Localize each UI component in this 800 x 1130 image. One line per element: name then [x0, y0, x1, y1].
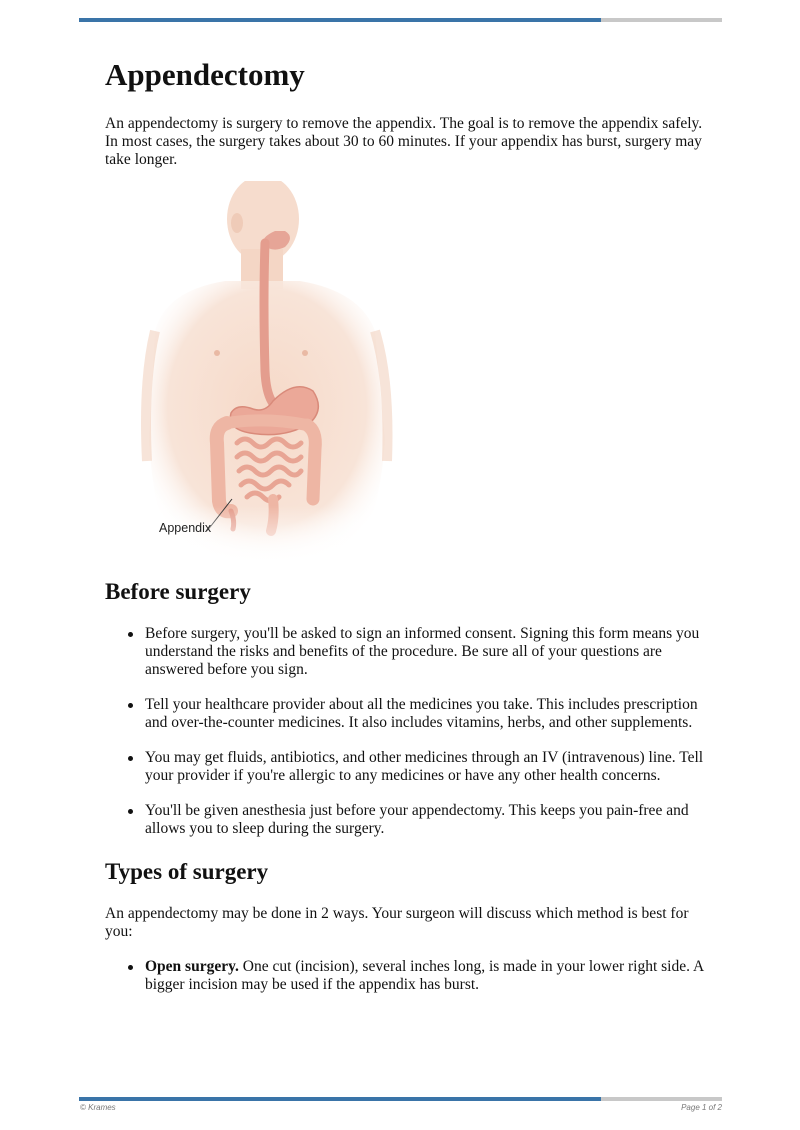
- list-item: Tell your healthcare provider about all the medicines you take. This includes prescription and over-the-counter medicines. It also includes vitamins, herbs, and other supplements.: [105, 696, 705, 732]
- digestive-system-drawing: [135, 181, 405, 563]
- bottom-accent-bar: [79, 1097, 722, 1101]
- term-open-surgery: Open surgery.: [145, 958, 239, 975]
- list-item: You'll be given anesthesia just before your appendectomy. This keeps you pain-free and allows you to sleep during the surgery.: [105, 802, 705, 838]
- before-surgery-list: [105, 625, 705, 838]
- list-item: [105, 958, 705, 994]
- document-body: [105, 54, 705, 994]
- top-accent-bar: [79, 18, 722, 22]
- accent-bar-progress: [79, 18, 601, 22]
- anatomy-illustration: [135, 181, 405, 563]
- appendix-label: Appendix: [159, 521, 212, 535]
- page-number: Page 1 of 2: [681, 1103, 722, 1112]
- term-description: One cut (incision), several inches long, is made in your lower right side. A bigger incision may be used if the appendix has burst.: [145, 958, 704, 993]
- list-item: You may get fluids, antibiotics, and other medicines through an IV (intravenous) line. Tell your provider if you're allergic to any medicines or have any other health concerns.: [105, 749, 705, 785]
- section-heading-types-of-surgery: Types of surgery: [105, 859, 269, 884]
- copyright-footer: © Krames: [80, 1103, 116, 1112]
- types-of-surgery-list: [105, 958, 705, 994]
- page-title: Appendectomy: [105, 57, 305, 92]
- accent-bar-track: [601, 1097, 722, 1101]
- accent-bar-track: [601, 18, 722, 22]
- types-intro-paragraph: An appendectomy may be done in 2 ways. Your surgeon will discuss which method is best for you:: [105, 905, 689, 940]
- list-item: Before surgery, you'll be asked to sign an informed consent. Signing this form means you understand the risks and benefits of the procedure. Be sure all of your questions are answered before you sign.: [105, 625, 705, 679]
- accent-bar-progress: [79, 1097, 601, 1101]
- intro-paragraph: An appendectomy is surgery to remove the appendix. The goal is to remove the appendix safely. In most cases, the surgery takes about 30 to 60 minutes. If your appendix has burst, surgery may take longer.: [105, 115, 703, 168]
- section-heading-before-surgery: Before surgery: [105, 579, 251, 604]
